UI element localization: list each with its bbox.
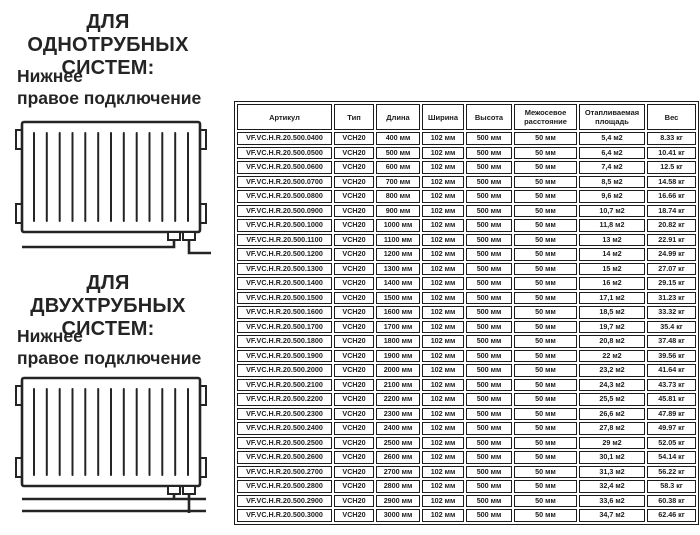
table-cell: VCH20 bbox=[334, 321, 374, 334]
table-cell: 500 мм bbox=[466, 393, 512, 406]
column-header: Отапливаемая площадь bbox=[579, 104, 645, 130]
table-cell: 15 м2 bbox=[579, 263, 645, 276]
table-cell: 50 мм bbox=[514, 205, 577, 218]
table-cell: 1200 мм bbox=[376, 248, 420, 261]
table-row bbox=[237, 335, 696, 348]
table-cell: 22.91 кг bbox=[647, 234, 696, 247]
table-cell: 1100 мм bbox=[376, 234, 420, 247]
table-cell: 500 мм bbox=[466, 437, 512, 450]
table-cell: 2200 мм bbox=[376, 393, 420, 406]
table-row bbox=[237, 277, 696, 290]
table-row bbox=[237, 147, 696, 160]
table-cell: 102 мм bbox=[422, 350, 464, 363]
table-cell: VF.VC.H.R.20.500.2400 bbox=[237, 422, 332, 435]
table-cell: 50 мм bbox=[514, 509, 577, 522]
table-cell: 102 мм bbox=[422, 509, 464, 522]
table-cell: 102 мм bbox=[422, 147, 464, 160]
table-cell: 600 мм bbox=[376, 161, 420, 174]
table-cell: 102 мм bbox=[422, 495, 464, 508]
table-cell: 102 мм bbox=[422, 277, 464, 290]
table-cell: 102 мм bbox=[422, 451, 464, 464]
table-cell: 400 мм bbox=[376, 132, 420, 145]
table-cell: VCH20 bbox=[334, 277, 374, 290]
table-cell: 1500 мм bbox=[376, 292, 420, 305]
table-cell: 102 мм bbox=[422, 306, 464, 319]
table-cell: 2300 мм bbox=[376, 408, 420, 421]
table-cell: VCH20 bbox=[334, 234, 374, 247]
table-cell: VF.VC.H.R.20.500.0400 bbox=[237, 132, 332, 145]
table-cell: 500 мм bbox=[466, 190, 512, 203]
table-cell: VF.VC.H.R.20.500.1300 bbox=[237, 263, 332, 276]
two-pipe-connection-label bbox=[17, 326, 201, 369]
table-cell: 45.81 кг bbox=[647, 393, 696, 406]
table-cell: 29 м2 bbox=[579, 437, 645, 450]
table-row bbox=[237, 393, 696, 406]
table-cell: 2500 мм bbox=[376, 437, 420, 450]
column-header: Межосевое расстояние bbox=[514, 104, 577, 130]
table-cell: 500 мм bbox=[466, 480, 512, 493]
table-cell: 17,1 м2 bbox=[579, 292, 645, 305]
table-cell: 22 м2 bbox=[579, 350, 645, 363]
column-header: Артикул bbox=[237, 104, 332, 130]
table-cell: VF.VC.H.R.20.500.3000 bbox=[237, 509, 332, 522]
table-row bbox=[237, 321, 696, 334]
table-cell: 1700 мм bbox=[376, 321, 420, 334]
table-cell: VCH20 bbox=[334, 495, 374, 508]
table-cell: 1000 мм bbox=[376, 219, 420, 232]
table-cell: 27,8 м2 bbox=[579, 422, 645, 435]
table-cell: 500 мм bbox=[466, 466, 512, 479]
radiator-diagram-two-pipe bbox=[6, 372, 218, 520]
table-cell: 50 мм bbox=[514, 437, 577, 450]
table-cell: 20.82 кг bbox=[647, 219, 696, 232]
table-cell: 30,1 м2 bbox=[579, 451, 645, 464]
table-cell: 102 мм bbox=[422, 422, 464, 435]
table-cell: VCH20 bbox=[334, 176, 374, 189]
table-cell: 1400 мм bbox=[376, 277, 420, 290]
table-cell: 50 мм bbox=[514, 190, 577, 203]
table-row bbox=[237, 205, 696, 218]
single-pipe-sub-line2: правое подключение bbox=[17, 87, 202, 108]
table-cell: 50 мм bbox=[514, 263, 577, 276]
table-cell: 50 мм bbox=[514, 408, 577, 421]
table-cell: 52.05 кг bbox=[647, 437, 696, 450]
table-cell: 2000 мм bbox=[376, 364, 420, 377]
table-cell: 102 мм bbox=[422, 292, 464, 305]
table-cell: 6,4 м2 bbox=[579, 147, 645, 160]
table-cell: 102 мм bbox=[422, 132, 464, 145]
table-cell: 500 мм bbox=[466, 408, 512, 421]
table-cell: VCH20 bbox=[334, 147, 374, 160]
table-cell: 19,7 м2 bbox=[579, 321, 645, 334]
table-cell: 2600 мм bbox=[376, 451, 420, 464]
table-row bbox=[237, 161, 696, 174]
table-cell: VCH20 bbox=[334, 509, 374, 522]
table-cell: 500 мм bbox=[376, 147, 420, 160]
table-cell: 500 мм bbox=[466, 132, 512, 145]
table-row bbox=[237, 306, 696, 319]
table-cell: 500 мм bbox=[466, 161, 512, 174]
table-cell: 24.99 кг bbox=[647, 248, 696, 261]
table-cell: 50 мм bbox=[514, 132, 577, 145]
table-row bbox=[237, 263, 696, 276]
table-cell: 31,3 м2 bbox=[579, 466, 645, 479]
column-header: Длина bbox=[376, 104, 420, 130]
table-cell: 50 мм bbox=[514, 321, 577, 334]
table-cell: VF.VC.H.R.20.500.0700 bbox=[237, 176, 332, 189]
table-cell: 50 мм bbox=[514, 466, 577, 479]
table-row bbox=[237, 466, 696, 479]
table-cell: 18,5 м2 bbox=[579, 306, 645, 319]
table-cell: 50 мм bbox=[514, 480, 577, 493]
header-row bbox=[237, 104, 696, 130]
table-cell: 50 мм bbox=[514, 292, 577, 305]
table-cell: VCH20 bbox=[334, 451, 374, 464]
table-row bbox=[237, 364, 696, 377]
table-cell: 102 мм bbox=[422, 176, 464, 189]
column-header: Вес bbox=[647, 104, 696, 130]
table-cell: 11,8 м2 bbox=[579, 219, 645, 232]
table-cell: VF.VC.H.R.20.500.0800 bbox=[237, 190, 332, 203]
table-cell: 500 мм bbox=[466, 263, 512, 276]
table-cell: VCH20 bbox=[334, 466, 374, 479]
table-cell: 102 мм bbox=[422, 335, 464, 348]
table-cell: VCH20 bbox=[334, 408, 374, 421]
table-cell: 13 м2 bbox=[579, 234, 645, 247]
table-cell: 12.5 кг bbox=[647, 161, 696, 174]
table-cell: 50 мм bbox=[514, 176, 577, 189]
table-cell: VF.VC.H.R.20.500.0600 bbox=[237, 161, 332, 174]
single-pipe-title-line2: СИСТЕМ: bbox=[61, 57, 155, 79]
table-cell: 500 мм bbox=[466, 321, 512, 334]
table-cell: 2900 мм bbox=[376, 495, 420, 508]
table-cell: 50 мм bbox=[514, 335, 577, 348]
table-cell: 102 мм bbox=[422, 190, 464, 203]
table-cell: 1800 мм bbox=[376, 335, 420, 348]
table-cell: 102 мм bbox=[422, 205, 464, 218]
table-cell: 2800 мм bbox=[376, 480, 420, 493]
column-header: Ширина bbox=[422, 104, 464, 130]
two-pipe-title-line1: ДЛЯ ДВУХТРУБНЫХ bbox=[30, 272, 186, 317]
table-row bbox=[237, 437, 696, 450]
table-cell: 16.66 кг bbox=[647, 190, 696, 203]
table-cell: 3000 мм bbox=[376, 509, 420, 522]
table-cell: 16 м2 bbox=[579, 277, 645, 290]
table-cell: VCH20 bbox=[334, 292, 374, 305]
table-cell: VF.VC.H.R.20.500.2300 bbox=[237, 408, 332, 421]
table-cell: 41.64 кг bbox=[647, 364, 696, 377]
table-cell: VF.VC.H.R.20.500.2000 bbox=[237, 364, 332, 377]
table-cell: 102 мм bbox=[422, 480, 464, 493]
table-row bbox=[237, 379, 696, 392]
table-cell: 43.73 кг bbox=[647, 379, 696, 392]
table-cell: VCH20 bbox=[334, 379, 374, 392]
single-pipe-title-line1: ДЛЯ ОДНОТРУБНЫХ bbox=[27, 11, 189, 56]
table-row bbox=[237, 190, 696, 203]
table-cell: 50 мм bbox=[514, 147, 577, 160]
table-cell: VCH20 bbox=[334, 364, 374, 377]
table-row bbox=[237, 451, 696, 464]
table-cell: 50 мм bbox=[514, 451, 577, 464]
table-cell: VF.VC.H.R.20.500.0500 bbox=[237, 147, 332, 160]
table-cell: 56.22 кг bbox=[647, 466, 696, 479]
table-cell: VF.VC.H.R.20.500.2200 bbox=[237, 393, 332, 406]
table-cell: 900 мм bbox=[376, 205, 420, 218]
table-cell: VF.VC.H.R.20.500.2600 bbox=[237, 451, 332, 464]
table-cell: 500 мм bbox=[466, 248, 512, 261]
table-cell: 102 мм bbox=[422, 364, 464, 377]
table-cell: 9,6 м2 bbox=[579, 190, 645, 203]
table-cell: 700 мм bbox=[376, 176, 420, 189]
table-cell: 500 мм bbox=[466, 176, 512, 189]
table-cell: 102 мм bbox=[422, 161, 464, 174]
table-row bbox=[237, 350, 696, 363]
table-cell: VF.VC.H.R.20.500.1100 bbox=[237, 234, 332, 247]
table-cell: 50 мм bbox=[514, 234, 577, 247]
column-header: Тип bbox=[334, 104, 374, 130]
table-cell: VF.VC.H.R.20.500.2700 bbox=[237, 466, 332, 479]
table-row bbox=[237, 480, 696, 493]
table-cell: 14.58 кг bbox=[647, 176, 696, 189]
table-cell: 500 мм bbox=[466, 364, 512, 377]
table-cell: VCH20 bbox=[334, 437, 374, 450]
table-cell: VCH20 bbox=[334, 422, 374, 435]
table-row bbox=[237, 408, 696, 421]
table-cell: 35.4 кг bbox=[647, 321, 696, 334]
table-cell: 10,7 м2 bbox=[579, 205, 645, 218]
table-cell: 49.97 кг bbox=[647, 422, 696, 435]
table-cell: 102 мм bbox=[422, 379, 464, 392]
table-cell: VCH20 bbox=[334, 393, 374, 406]
table-cell: 33,6 м2 bbox=[579, 495, 645, 508]
table-cell: 500 мм bbox=[466, 451, 512, 464]
table-cell: VF.VC.H.R.20.500.2500 bbox=[237, 437, 332, 450]
table-cell: 50 мм bbox=[514, 379, 577, 392]
table-cell: 26,6 м2 bbox=[579, 408, 645, 421]
table-cell: 25,5 м2 bbox=[579, 393, 645, 406]
two-pipe-title-line2: СИСТЕМ: bbox=[61, 318, 155, 340]
table-cell: 14 м2 bbox=[579, 248, 645, 261]
table-cell: 24,3 м2 bbox=[579, 379, 645, 392]
table-cell: 102 мм bbox=[422, 219, 464, 232]
table-cell: 2400 мм bbox=[376, 422, 420, 435]
table-cell: 102 мм bbox=[422, 437, 464, 450]
two-pipe-sub-line2: правое подключение bbox=[17, 347, 202, 368]
table-cell: 62.46 кг bbox=[647, 509, 696, 522]
table-row bbox=[237, 495, 696, 508]
table-cell: VCH20 bbox=[334, 263, 374, 276]
table-cell: 500 мм bbox=[466, 219, 512, 232]
table-cell: 1300 мм bbox=[376, 263, 420, 276]
table-cell: 50 мм bbox=[514, 277, 577, 290]
table-cell: 500 мм bbox=[466, 292, 512, 305]
table-cell: 29.15 кг bbox=[647, 277, 696, 290]
table-cell: 500 мм bbox=[466, 277, 512, 290]
table-cell: 37.48 кг bbox=[647, 335, 696, 348]
table-cell: 34,7 м2 bbox=[579, 509, 645, 522]
table-cell: 1600 мм bbox=[376, 306, 420, 319]
table-cell: 8,5 м2 bbox=[579, 176, 645, 189]
table-cell: 500 мм bbox=[466, 350, 512, 363]
table-cell: 39.56 кг bbox=[647, 350, 696, 363]
table-cell: 102 мм bbox=[422, 408, 464, 421]
table-cell: VCH20 bbox=[334, 306, 374, 319]
table-cell: VF.VC.H.R.20.500.1000 bbox=[237, 219, 332, 232]
table-cell: VF.VC.H.R.20.500.1800 bbox=[237, 335, 332, 348]
table-cell: 102 мм bbox=[422, 393, 464, 406]
table-cell: VCH20 bbox=[334, 335, 374, 348]
table-cell: VCH20 bbox=[334, 190, 374, 203]
table-cell: 500 мм bbox=[466, 147, 512, 160]
table-cell: VCH20 bbox=[334, 161, 374, 174]
table-cell: 500 мм bbox=[466, 495, 512, 508]
table-cell: 8.33 кг bbox=[647, 132, 696, 145]
table-cell: VF.VC.H.R.20.500.1400 bbox=[237, 277, 332, 290]
table-row bbox=[237, 248, 696, 261]
table-cell: 23,2 м2 bbox=[579, 364, 645, 377]
table-cell: 500 мм bbox=[466, 205, 512, 218]
table-row bbox=[237, 219, 696, 232]
table-cell: 500 мм bbox=[466, 234, 512, 247]
table-cell: 20,8 м2 bbox=[579, 335, 645, 348]
table-cell: 50 мм bbox=[514, 161, 577, 174]
table-cell: 2100 мм bbox=[376, 379, 420, 392]
table-cell: 58.3 кг bbox=[647, 480, 696, 493]
table-cell: VF.VC.H.R.20.500.1600 bbox=[237, 306, 332, 319]
table-cell: 102 мм bbox=[422, 234, 464, 247]
table-cell: 500 мм bbox=[466, 422, 512, 435]
table-cell: 50 мм bbox=[514, 219, 577, 232]
table-cell: 102 мм bbox=[422, 263, 464, 276]
table-cell: VF.VC.H.R.20.500.1500 bbox=[237, 292, 332, 305]
table-cell: 500 мм bbox=[466, 335, 512, 348]
table-cell: 102 мм bbox=[422, 321, 464, 334]
table-cell: 32,4 м2 bbox=[579, 480, 645, 493]
table-cell: 2700 мм bbox=[376, 466, 420, 479]
column-header: Высота bbox=[466, 104, 512, 130]
single-pipe-connection-label bbox=[17, 66, 201, 109]
table-cell: 50 мм bbox=[514, 393, 577, 406]
table-cell: 50 мм bbox=[514, 350, 577, 363]
table-cell: 47.89 кг bbox=[647, 408, 696, 421]
spec-table-body bbox=[237, 132, 696, 522]
table-row bbox=[237, 509, 696, 522]
table-row bbox=[237, 132, 696, 145]
radiator-spec-table bbox=[234, 101, 699, 525]
table-cell: VCH20 bbox=[334, 132, 374, 145]
single-pipe-sub-line1: Нижнее bbox=[17, 66, 83, 86]
table-cell: VF.VC.H.R.20.500.2900 bbox=[237, 495, 332, 508]
table-cell: VF.VC.H.R.20.500.2800 bbox=[237, 480, 332, 493]
table-cell: 7,4 м2 bbox=[579, 161, 645, 174]
table-cell: 50 мм bbox=[514, 306, 577, 319]
table-cell: 18.74 кг bbox=[647, 205, 696, 218]
table-cell: 33.32 кг bbox=[647, 306, 696, 319]
table-cell: VF.VC.H.R.20.500.2100 bbox=[237, 379, 332, 392]
table-cell: VCH20 bbox=[334, 219, 374, 232]
table-cell: 60.38 кг bbox=[647, 495, 696, 508]
table-cell: 54.14 кг bbox=[647, 451, 696, 464]
table-cell: 27.07 кг bbox=[647, 263, 696, 276]
radiator-diagram-single-pipe bbox=[6, 116, 218, 260]
table-cell: 1900 мм bbox=[376, 350, 420, 363]
table-cell: VCH20 bbox=[334, 205, 374, 218]
table-cell: 102 мм bbox=[422, 248, 464, 261]
table-row bbox=[237, 176, 696, 189]
table-row bbox=[237, 234, 696, 247]
table-cell: 10.41 кг bbox=[647, 147, 696, 160]
two-pipe-sub-line1: Нижнее bbox=[17, 326, 83, 346]
table-cell: 102 мм bbox=[422, 466, 464, 479]
table-cell: 50 мм bbox=[514, 364, 577, 377]
table-cell: 31.23 кг bbox=[647, 292, 696, 305]
table-row bbox=[237, 422, 696, 435]
table-cell: VCH20 bbox=[334, 350, 374, 363]
table-cell: 500 мм bbox=[466, 379, 512, 392]
table-cell: VF.VC.H.R.20.500.0900 bbox=[237, 205, 332, 218]
table-cell: 50 мм bbox=[514, 495, 577, 508]
table-cell: VF.VC.H.R.20.500.1200 bbox=[237, 248, 332, 261]
table-row bbox=[237, 292, 696, 305]
table-cell: 800 мм bbox=[376, 190, 420, 203]
table-cell: 50 мм bbox=[514, 248, 577, 261]
table-cell: VF.VC.H.R.20.500.1900 bbox=[237, 350, 332, 363]
table-cell: VCH20 bbox=[334, 248, 374, 261]
table-cell: 500 мм bbox=[466, 509, 512, 522]
table-cell: VCH20 bbox=[334, 480, 374, 493]
table-cell: VF.VC.H.R.20.500.1700 bbox=[237, 321, 332, 334]
table-cell: 5,4 м2 bbox=[579, 132, 645, 145]
table-cell: 500 мм bbox=[466, 306, 512, 319]
table-cell: 50 мм bbox=[514, 422, 577, 435]
